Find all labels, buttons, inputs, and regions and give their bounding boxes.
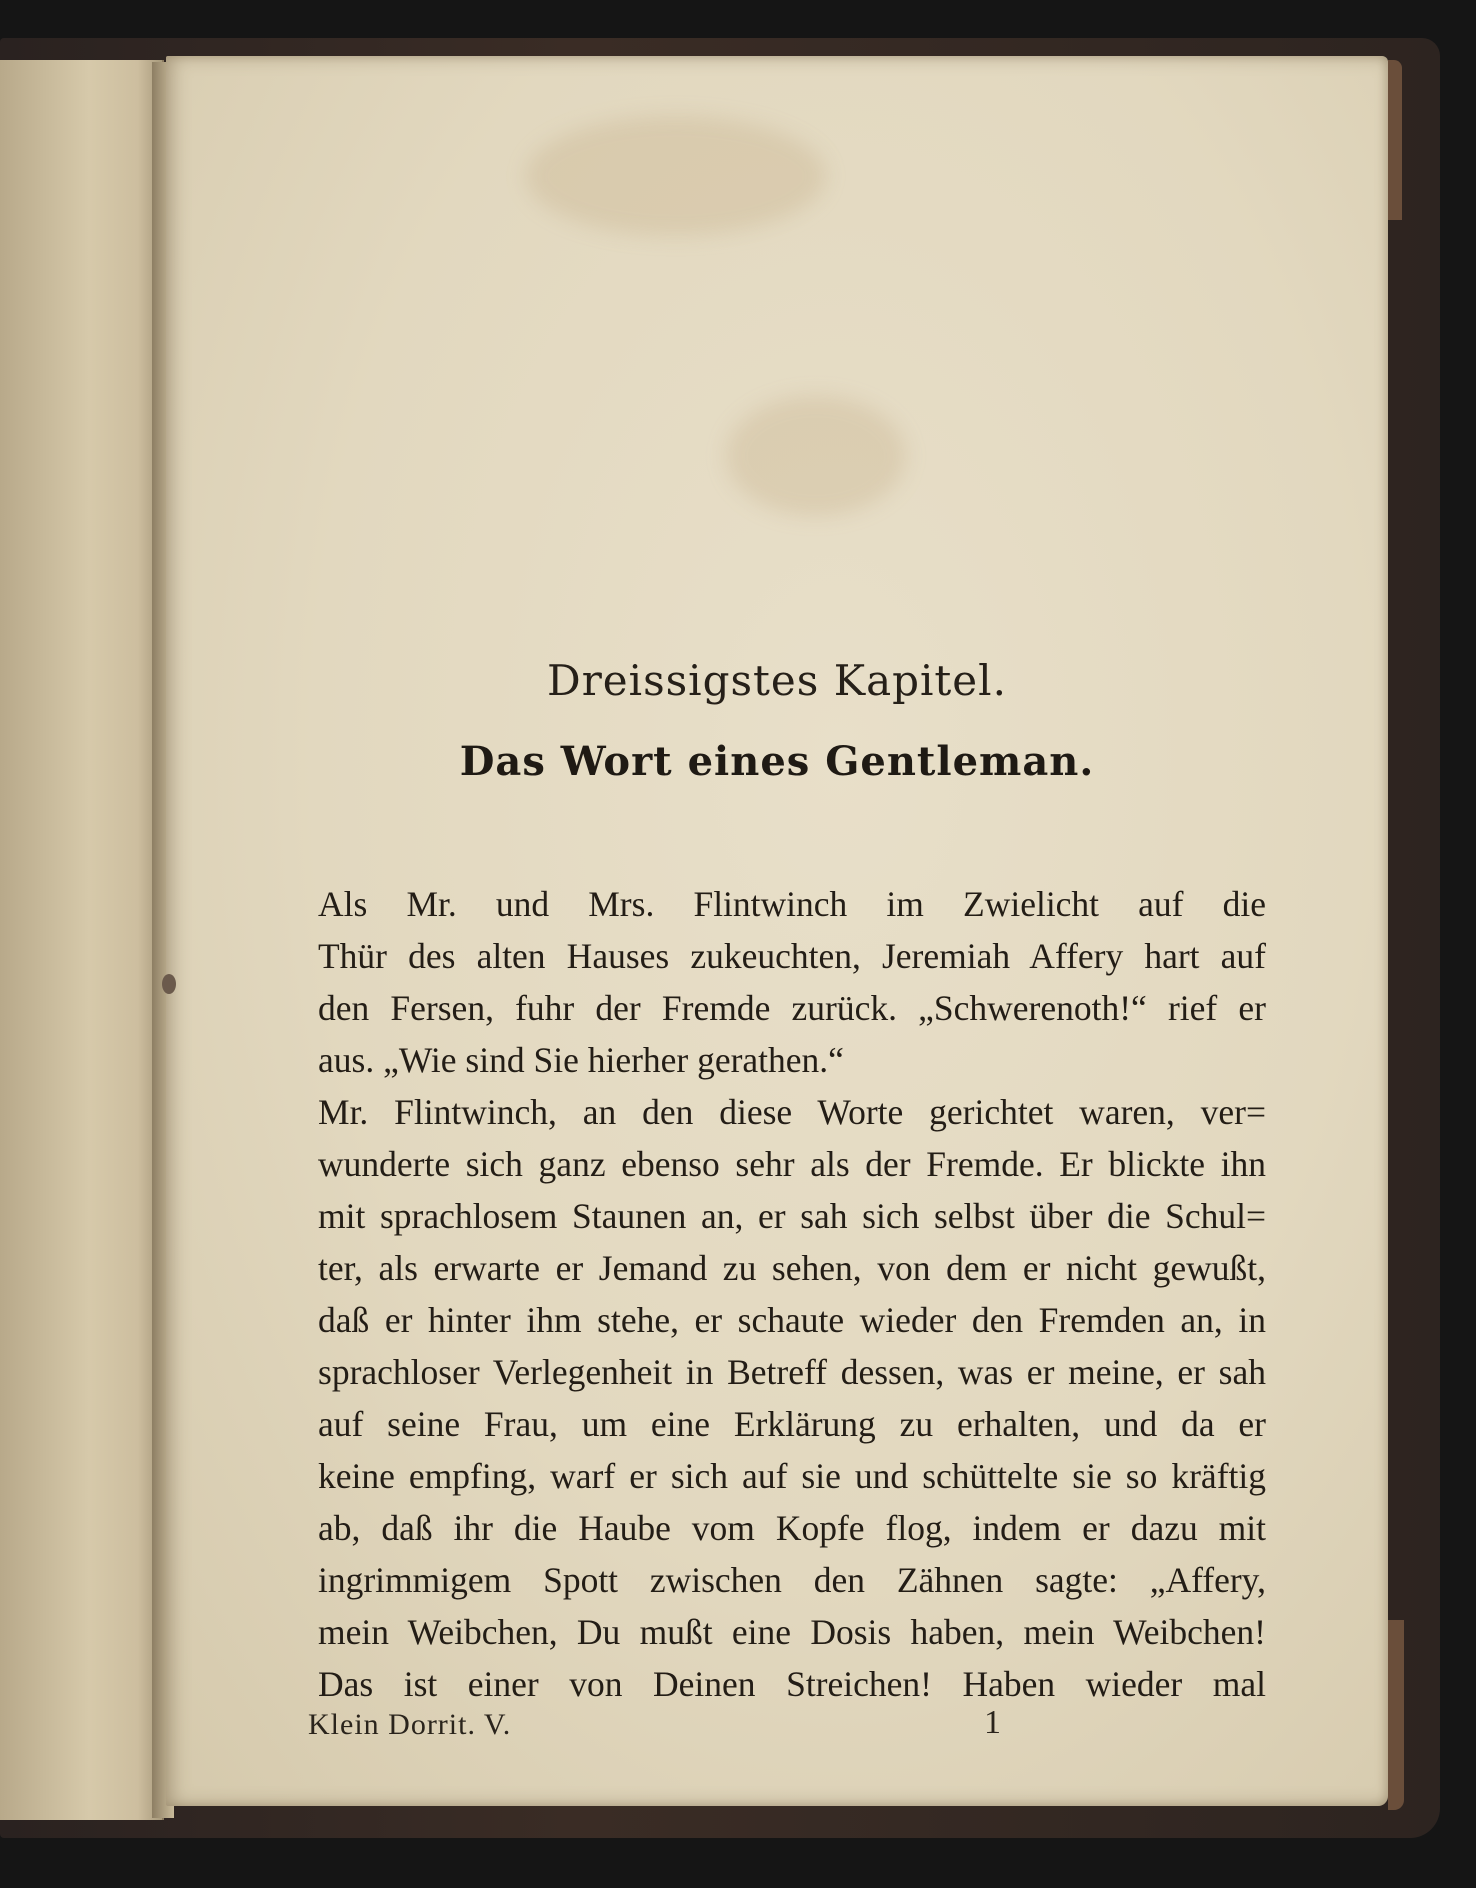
paragraph-1 xyxy=(256,878,1266,1086)
text-line: wunderte sich ganz ebenso sehr als der Fremde. Er blickte ihn xyxy=(318,1144,1266,1184)
text-line: auf seine Frau, um eine Erklärung zu erhalten, und da er xyxy=(318,1404,1266,1444)
text-line: daß er hinter ihm stehe, er schaute wieder den Fremden an, in xyxy=(318,1300,1266,1340)
text-line: mit sprachlosem Staunen an, er sah sich selbst über die Schul= xyxy=(318,1196,1266,1236)
text-line: ab, daß ihr die Haube vom Kopfe flog, indem er dazu mit xyxy=(318,1508,1266,1548)
left-page-edge xyxy=(0,60,164,1820)
book-page xyxy=(166,56,1388,1806)
text-line: Das ist einer von Deinen Streichen! Haben wieder mal xyxy=(318,1664,1266,1704)
text-line: Mr. Flintwinch, an den diese Worte gerichtet waren, ver= xyxy=(318,1092,1266,1132)
sheet-number: 1 xyxy=(984,1704,1001,1741)
text-line: aus. „Wie sind Sie hierher gerathen.“ xyxy=(318,1040,844,1080)
body-text xyxy=(256,878,1266,1710)
paragraph-2 xyxy=(256,1086,1266,1710)
text-line: den Fersen, fuhr der Fremde zurück. „Schwerenoth!“ rief er xyxy=(318,988,1266,1028)
text-line: ingrimmigem Spott zwischen den Zähnen sagte: „Affery, xyxy=(318,1560,1266,1600)
paper-stain xyxy=(526,116,826,236)
ink-spot xyxy=(162,974,176,994)
chapter-subtitle: Das Wort eines Gentleman. xyxy=(459,738,1095,785)
paper-stain xyxy=(726,396,906,516)
text-line: sprachloser Verlegenheit in Betreff dessen, was er meine, er sah xyxy=(318,1352,1266,1392)
text-line: mein Weibchen, Du mußt eine Dosis haben, mein Weibchen! xyxy=(318,1612,1266,1652)
text-line: Als Mr. und Mrs. Flintwinch im Zwielicht auf die xyxy=(318,884,1266,924)
printer-signature: Klein Dorrit. V. xyxy=(308,1708,512,1741)
cover-corner-bottom xyxy=(1388,1620,1404,1810)
chapter-title: Dreissigstes Kapitel. xyxy=(547,656,1007,705)
text-line: keine empfing, warf er sich auf sie und schüttelte sie so kräftig xyxy=(318,1456,1266,1496)
cover-corner-top xyxy=(1388,60,1402,220)
text-line: Thür des alten Hauses zukeuchten, Jeremiah Affery hart auf xyxy=(318,936,1266,976)
text-line: ter, als erwarte er Jemand zu sehen, von dem er nicht gewußt, xyxy=(318,1248,1266,1288)
